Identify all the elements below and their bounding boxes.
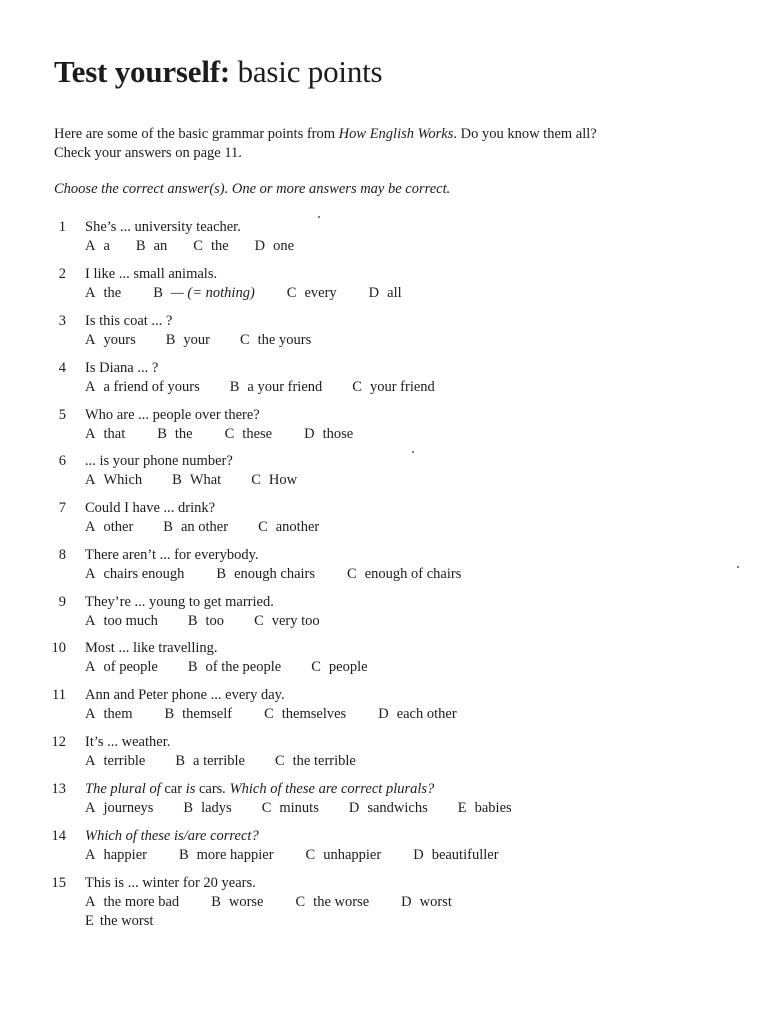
question-text-part: is <box>182 781 199 797</box>
answer-option[interactable] <box>193 238 228 255</box>
option-letter: B <box>172 472 182 488</box>
option-text: your friend <box>369 379 435 395</box>
option-letter: A <box>85 613 96 629</box>
question-text: This is ... winter for 20 years. <box>85 875 256 891</box>
option-letter: D <box>368 285 380 301</box>
option-text: very too <box>271 613 320 629</box>
option-letter: B <box>211 894 221 910</box>
answer-option[interactable] <box>85 800 153 817</box>
question-text: I like ... small animals. <box>85 266 218 282</box>
option-text: How <box>268 472 298 488</box>
answer-options <box>85 285 430 302</box>
answer-option[interactable] <box>85 913 153 930</box>
option-letter: B <box>216 566 227 582</box>
question-text: Ann and Peter phone ... every day. <box>85 687 285 703</box>
answer-options <box>85 426 381 443</box>
option-text: themself <box>182 706 233 722</box>
answer-option[interactable] <box>258 519 319 536</box>
answer-option[interactable] <box>153 285 255 302</box>
question-number: 2 <box>58 266 66 282</box>
scan-speck <box>412 451 414 453</box>
option-letter: A <box>85 379 96 395</box>
answer-option[interactable] <box>296 894 370 911</box>
option-text: of the people <box>205 659 282 675</box>
answer-options <box>85 706 485 723</box>
option-letter: A <box>85 753 96 769</box>
answer-options-overflow <box>85 913 181 930</box>
option-letter: B <box>163 519 173 535</box>
intro-book-title: How English Works <box>338 126 454 142</box>
page-title <box>54 54 382 90</box>
option-text: too <box>205 613 225 629</box>
answer-option[interactable] <box>166 332 210 349</box>
question-text-part: . Which of these are correct plurals? <box>222 781 435 797</box>
option-text: these <box>242 426 273 442</box>
option-letter: E <box>85 913 94 929</box>
option-text: themselves <box>281 706 347 722</box>
option-letter: B <box>175 753 186 769</box>
answer-option[interactable] <box>304 426 353 443</box>
question-number: 11 <box>52 687 66 703</box>
option-text: a terrible <box>193 753 245 769</box>
option-letter: D <box>378 706 389 722</box>
option-text: one <box>273 238 295 254</box>
option-letter: B <box>153 285 163 301</box>
option-letter: C <box>261 800 272 816</box>
intro-paragraph <box>54 125 614 163</box>
option-text: the <box>103 285 122 301</box>
option-text: another <box>275 519 320 535</box>
option-text: What <box>189 472 222 488</box>
scan-speck <box>737 566 739 568</box>
option-letter: A <box>85 659 96 675</box>
answer-option[interactable] <box>85 519 133 536</box>
answer-options <box>85 519 347 536</box>
option-letter: C <box>305 847 316 863</box>
scan-speck <box>318 216 320 218</box>
option-text: beautifuller <box>431 847 499 863</box>
option-letter: B <box>157 426 167 442</box>
page-title-rest: basic points <box>230 54 383 89</box>
answer-option[interactable] <box>85 706 132 723</box>
answer-options <box>85 847 527 864</box>
answer-option[interactable] <box>179 847 274 864</box>
answer-option[interactable] <box>275 753 356 770</box>
question-text: Is this coat ... ? <box>85 313 173 329</box>
answer-option[interactable] <box>163 519 228 536</box>
option-letter: A <box>85 238 96 254</box>
question-number: 12 <box>51 734 66 750</box>
answer-option[interactable] <box>311 659 367 676</box>
intro-text-after: . Do you know them all? Check your answers on page 11. <box>54 126 597 161</box>
option-text: terrible <box>103 753 146 769</box>
option-text: of people <box>103 659 158 675</box>
option-letter: A <box>85 566 96 582</box>
option-letter: C <box>258 519 268 535</box>
option-text: the more bad <box>103 894 180 910</box>
question-number: 15 <box>51 875 66 891</box>
answer-option[interactable] <box>157 426 192 443</box>
answer-option[interactable] <box>211 894 263 911</box>
option-text: an <box>153 238 168 254</box>
option-text: — (= nothing) <box>170 285 255 301</box>
question-number: 1 <box>58 219 66 235</box>
option-text: worse <box>228 894 264 910</box>
answer-option[interactable] <box>85 659 158 676</box>
question-text: Most ... like travelling. <box>85 640 218 656</box>
page-title-bold: Test yourself <box>54 54 220 89</box>
question-text: Which of these is/are correct? <box>85 828 259 844</box>
question-text: Is Diana ... ? <box>85 360 159 376</box>
answer-options <box>85 894 480 911</box>
question-number: 9 <box>58 594 66 610</box>
answer-option[interactable] <box>306 847 382 864</box>
option-text: ladys <box>201 800 232 816</box>
answer-option[interactable] <box>262 800 319 817</box>
option-letter: B <box>164 706 175 722</box>
option-text: enough chairs <box>234 566 316 582</box>
answer-option[interactable] <box>255 238 294 255</box>
answer-options <box>85 379 463 396</box>
answer-options <box>85 238 322 255</box>
answer-option[interactable] <box>254 613 320 630</box>
option-letter: C <box>264 706 274 722</box>
answer-option[interactable] <box>216 566 315 583</box>
option-text: every <box>304 285 337 301</box>
option-text: those <box>322 426 354 442</box>
option-text: your <box>183 332 210 348</box>
option-letter: C <box>239 332 250 348</box>
answer-option[interactable] <box>349 800 428 817</box>
option-text: enough of chairs <box>364 566 462 582</box>
option-letter: C <box>254 613 264 629</box>
question-number: 3 <box>58 313 66 329</box>
answer-option[interactable] <box>413 847 498 864</box>
answer-options <box>85 659 396 676</box>
answer-option[interactable] <box>175 753 245 770</box>
question-text: It’s ... weather. <box>85 734 171 750</box>
question-text: They’re ... young to get married. <box>85 594 274 610</box>
option-letter: A <box>85 332 96 348</box>
option-text: minuts <box>279 800 319 816</box>
option-letter: C <box>347 566 357 582</box>
option-letter: B <box>187 613 198 629</box>
option-letter: A <box>85 800 96 816</box>
answer-options <box>85 613 348 630</box>
answer-option[interactable] <box>378 706 456 723</box>
option-text: worst <box>419 894 452 910</box>
answer-options <box>85 332 339 349</box>
option-letter: C <box>295 894 306 910</box>
question-text-part: The plural of <box>85 781 165 797</box>
option-letter: A <box>85 426 96 442</box>
answer-option[interactable] <box>85 238 110 255</box>
option-text: yours <box>103 332 136 348</box>
option-letter: A <box>85 285 96 301</box>
answer-option[interactable] <box>85 426 125 443</box>
question-text: Could I have ... drink? <box>85 500 216 516</box>
option-letter: B <box>165 332 176 348</box>
answer-option[interactable] <box>240 332 311 349</box>
option-text: all <box>387 285 402 301</box>
answer-options <box>85 753 384 770</box>
answer-option[interactable] <box>85 566 184 583</box>
option-letter: A <box>85 894 96 910</box>
option-letter: C <box>224 426 235 442</box>
option-letter: D <box>413 847 424 863</box>
intro-text-before: Here are some of the basic grammar points from <box>54 126 339 142</box>
option-letter: B <box>229 379 240 395</box>
answer-option[interactable] <box>251 472 297 489</box>
option-text: more happier <box>196 847 274 863</box>
answer-option[interactable] <box>188 613 224 630</box>
answer-option[interactable] <box>188 659 281 676</box>
option-letter: E <box>457 800 467 816</box>
option-text: happier <box>103 847 147 863</box>
option-text: babies <box>474 800 512 816</box>
option-text: chairs enough <box>103 566 185 582</box>
answer-option[interactable] <box>264 706 346 723</box>
answer-options <box>85 800 540 817</box>
question-number: 5 <box>58 407 66 423</box>
question-number: 8 <box>58 547 66 563</box>
option-text: the worst <box>99 913 154 929</box>
answer-option[interactable] <box>458 800 512 817</box>
option-letter: D <box>304 426 315 442</box>
answer-option[interactable] <box>369 285 402 302</box>
answer-option[interactable] <box>85 332 136 349</box>
answer-option[interactable] <box>225 426 272 443</box>
option-letter: A <box>85 847 96 863</box>
option-text: the <box>174 426 193 442</box>
option-text: each other <box>396 706 457 722</box>
answer-option[interactable] <box>401 894 452 911</box>
question-number: 10 <box>51 640 66 656</box>
option-letter: C <box>311 659 321 675</box>
answer-option[interactable] <box>230 379 323 396</box>
option-letter: B <box>135 238 146 254</box>
question-text: Who are ... people over there? <box>85 407 260 423</box>
answer-options <box>85 472 325 489</box>
question-number: 4 <box>58 360 66 376</box>
option-text: journeys <box>103 800 154 816</box>
option-text: the worse <box>313 894 370 910</box>
option-letter: C <box>286 285 297 301</box>
question-text: There aren’t ... for everybody. <box>85 547 259 563</box>
answer-option[interactable] <box>85 613 158 630</box>
question-number: 14 <box>51 828 66 844</box>
option-letter: A <box>85 706 96 722</box>
option-letter: B <box>178 847 189 863</box>
option-text: a your friend <box>247 379 323 395</box>
instruction-text: Choose the correct answer(s). One or more answers may be correct. <box>54 181 451 197</box>
option-text: people <box>328 659 368 675</box>
option-letter: D <box>348 800 360 816</box>
option-text: other <box>103 519 134 535</box>
option-text: too much <box>103 613 158 629</box>
page-title-colon: : <box>219 54 231 89</box>
answer-option[interactable] <box>183 800 231 817</box>
answer-option[interactable] <box>85 285 121 302</box>
option-text: sandwichs <box>367 800 428 816</box>
option-letter: D <box>254 238 266 254</box>
question-number: 7 <box>58 500 66 516</box>
option-text: them <box>103 706 133 722</box>
option-text: an other <box>180 519 229 535</box>
option-text: the <box>210 238 229 254</box>
answer-option[interactable] <box>164 706 232 723</box>
question-text: She’s ... university teacher. <box>85 219 241 235</box>
question-text: ... is your phone number? <box>85 453 233 469</box>
option-letter: A <box>85 519 96 535</box>
question-number: 13 <box>51 781 66 797</box>
answer-option[interactable] <box>85 379 200 396</box>
option-letter: C <box>352 379 362 395</box>
question-number: 6 <box>58 453 66 469</box>
option-text: unhappier <box>323 847 382 863</box>
option-letter: C <box>274 753 285 769</box>
option-text: the yours <box>257 332 312 348</box>
option-text: a friend of yours <box>103 379 200 395</box>
question-text-part: cars <box>198 781 223 797</box>
option-text: Which <box>103 472 143 488</box>
option-text: a <box>103 238 110 254</box>
option-letter: A <box>85 472 96 488</box>
answer-option[interactable] <box>85 847 147 864</box>
answer-option[interactable] <box>85 753 145 770</box>
answer-option[interactable] <box>136 238 167 255</box>
option-letter: B <box>183 800 194 816</box>
option-letter: D <box>401 894 412 910</box>
option-letter: B <box>187 659 198 675</box>
option-letter: C <box>193 238 203 254</box>
answer-option[interactable] <box>85 472 142 489</box>
answer-option[interactable] <box>352 379 435 396</box>
question-text-part: car <box>164 781 183 797</box>
answer-option[interactable] <box>287 285 337 302</box>
option-text: that <box>103 426 126 442</box>
option-text: the terrible <box>292 753 356 769</box>
answer-option[interactable] <box>172 472 221 489</box>
answer-options <box>85 566 489 583</box>
answer-option[interactable] <box>347 566 461 583</box>
answer-option[interactable] <box>85 894 179 911</box>
option-letter: C <box>251 472 261 488</box>
question-text <box>85 781 434 798</box>
